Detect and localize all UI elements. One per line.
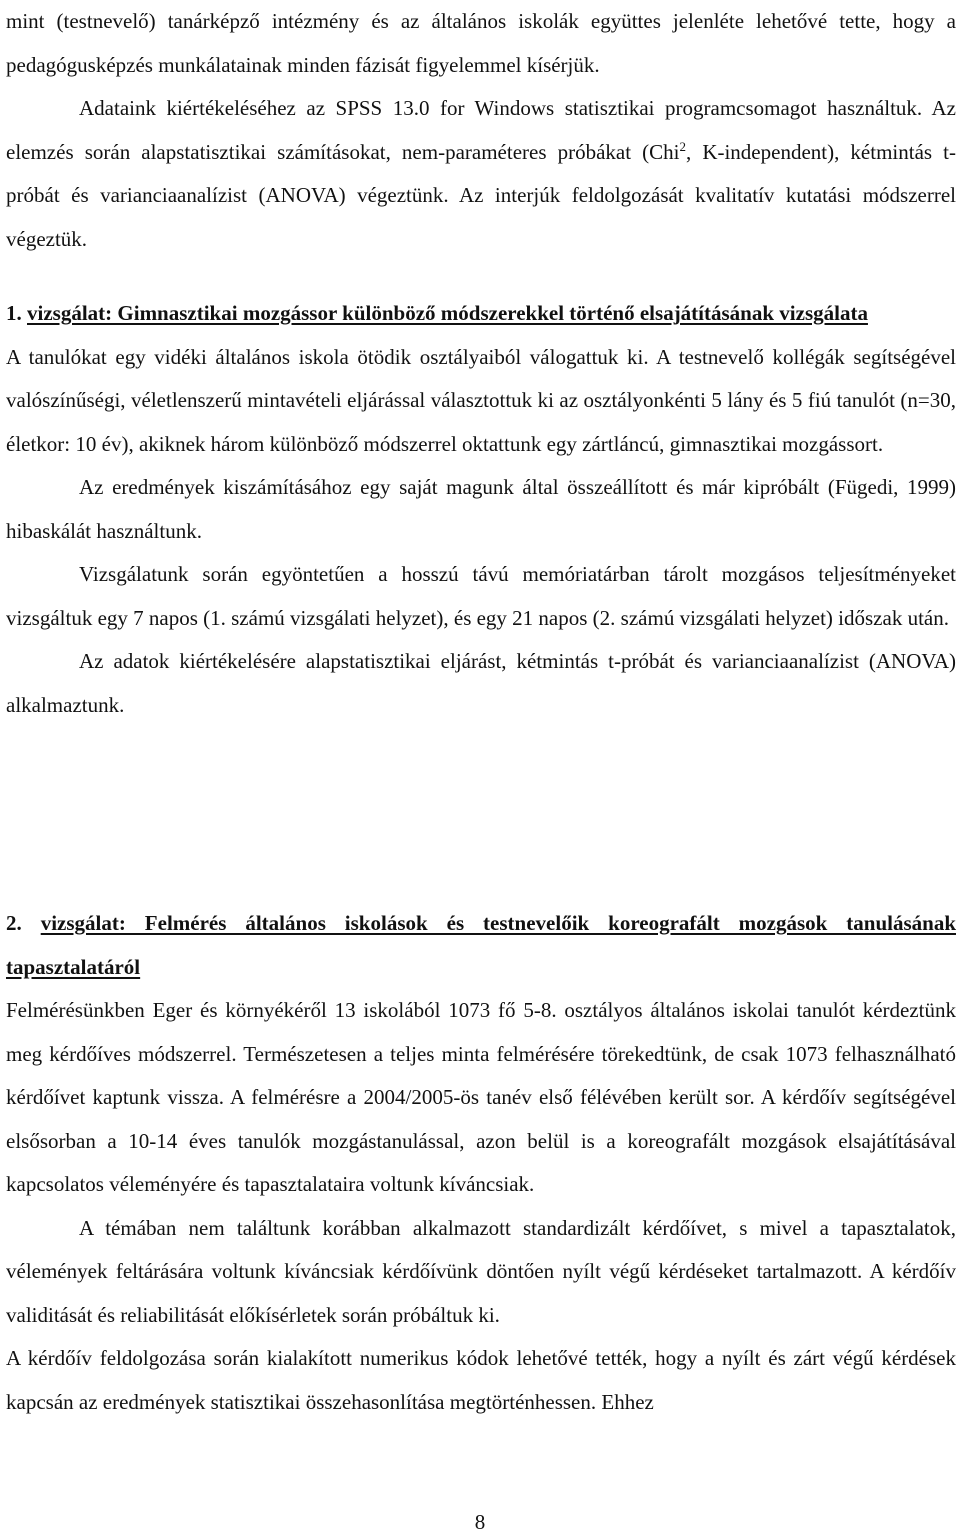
study1-heading <box>6 292 956 336</box>
study1-paragraph-4: Az adatok kiértékelésére alapstatisztikai eljárást, kétmintás t-próbát és varianciaanalízist (ANOVA) alkalmaztunk. <box>6 649 956 717</box>
study2-heading <box>6 902 956 989</box>
intro-paragraph-2 <box>6 87 956 261</box>
study2-heading-title: vizsgálat: Felmérés általános iskolások és testnevelőik koreografált mozgások tanulásának tapasztalatáról <box>6 911 956 979</box>
chi-superscript: 2 <box>679 138 686 154</box>
study1-paragraph-3: Vizsgálatunk során egyöntetűen a hosszú távú memóriatárban tárolt mozgásos teljesítményeket vizsgáltuk egy 7 napos (1. számú vizsgálati helyzet), és egy 21 napos (2. számú vizsgálati helyzet) időszak után. <box>6 562 956 630</box>
study2-section <box>6 902 956 1424</box>
study2-paragraph-2: A témában nem találtunk korábban alkalmazott standardizált kérdőívet, s mivel a tapasztalatok, vélemények feltárására voltunk kíváncsiak kérdőívünk döntően nyílt végű kérdéseket tartalmazott. A kérdőív validitását és reliabilitását előkísérletek során próbáltuk ki. <box>6 1215 956 1327</box>
study1-paragraph-2: Az eredmények kiszámításához egy saját magunk által összeállított és már kipróbált (Fügedi, 1999) hibaskálát használtunk. <box>6 475 956 543</box>
study2-paragraph-3: A kérdőív feldolgozása során kialakított numerikus kódok lehetővé tették, hogy a nyílt és zárt végű kérdések kapcsán az eredmények statisztikai összehasonlítása megtörténhessen. Ehhez <box>6 1346 956 1414</box>
study1-heading-title: vizsgálat: Gimnasztikai mozgássor különböző módszerekkel történő elsajátításának vizsgálata <box>27 301 868 325</box>
study1-heading-number: 1. <box>6 301 22 325</box>
study1-paragraph-1: A tanulókat egy vidéki általános iskola ötödik osztályaiból válogattuk ki. A testnevelő kollégák segítségével valószínűségi, véletlenszerű mintavételi eljárással választottuk ki az osztályonkénti 5 lány és 5 fiú tanulót (n=30, életkor: 10 év), akiknek három különböző módszerrel oktattunk egy zártláncú, gimnasztikai mozgássort. <box>6 344 956 456</box>
study2-heading-number: 2. <box>6 911 22 935</box>
intro-paragraph-2-text: Adataink kiértékeléséhez az SPSS 13.0 for Windows statisztikai programcsomagot használtuk. Az elemzés során alapstatisztikai számításokat, nem-paraméteres próbákat (Chi <box>6 96 956 164</box>
intro-paragraph-2-text-cont: , K-independent), kétmintás t-próbát és varianciaanalízist (ANOVA) végeztünk. Az interjúk feldolgozását kvalitatív kutatási módszerrel végeztük. <box>6 139 956 251</box>
intro-section <box>6 0 956 261</box>
intro-paragraph-1: mint (testnevelő) tanárképző intézmény és az általános iskolák együttes jelenléte lehetővé tette, hogy a pedagógusképzés munkálatainak minden fázisát figyelemmel kísérjük. <box>6 9 956 77</box>
study2-paragraph-1: Felmérésünkben Eger és környékéről 13 iskolából 1073 fő 5-8. osztályos általános iskolai tanulót kérdeztünk meg kérdőíves módszerrel. Természetesen a teljes minta felmérésére törekedtünk, de csak 1073 felhasználható kérdőívet kaptunk vissza. A felmérésre a 2004/2005-ös tanév első félévében került sor. A kérdőív segítségével elsősorban a 10-14 éves tanulók mozgástanulással, azon belül is a koreografált mozgások elsajátításával kapcsolatos véleményére és tapasztalataira voltunk kíváncsiak. <box>6 998 956 1196</box>
study1-section <box>6 292 956 727</box>
page-number: 8 <box>474 1510 486 1534</box>
